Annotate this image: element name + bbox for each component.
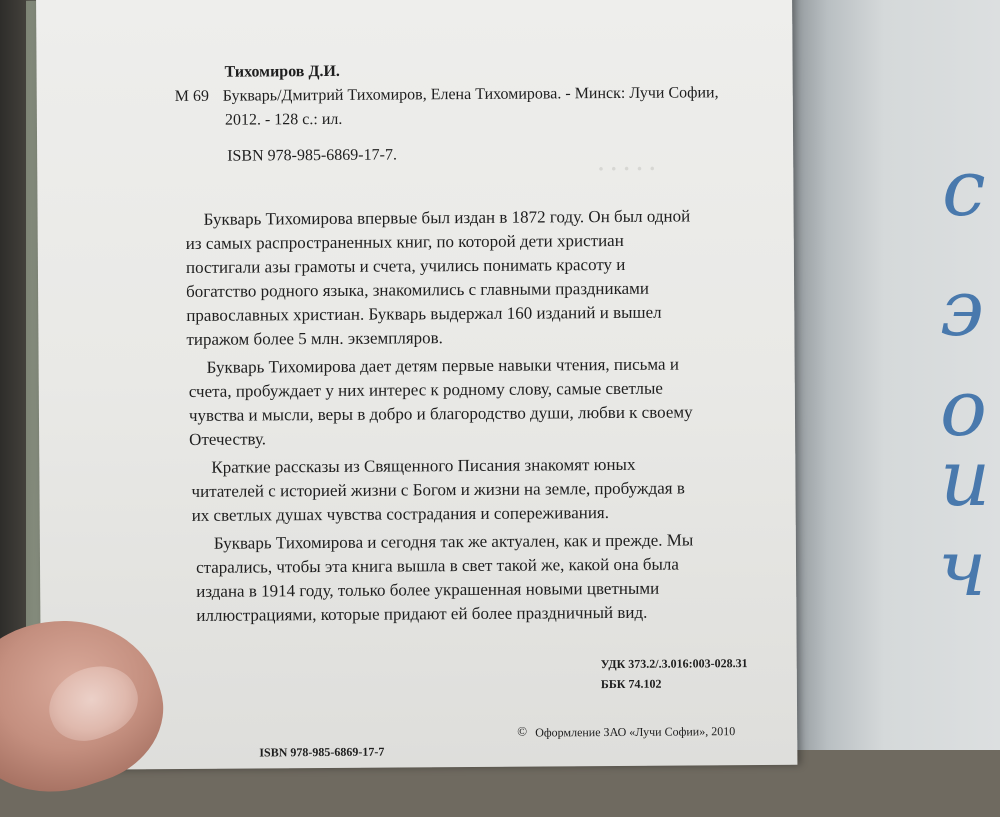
- bibliographic-line-2: 2012. - 128 с.: ил.: [224, 110, 343, 129]
- paragraph-line: Букварь Тихомирова впервые был издан в 1872 году. Он был одной: [203, 206, 691, 229]
- paragraph-line: их светлых душах чувства сострадания и сопереживания.: [191, 503, 610, 525]
- paragraph-line: тиражом более 5 млн. экземпляров.: [186, 328, 443, 349]
- right-facing-page: [790, 0, 1000, 750]
- bibliographic-line-1: Букварь/Дмитрий Тихомиров, Елена Тихомирова. - Минск: Лучи Софии,: [222, 84, 719, 105]
- paragraph-line: богатство родного языка, знакомились с главными праздниками: [186, 278, 650, 301]
- paragraph-line: из самых распространенных книг, по которой дети христиан: [185, 230, 624, 253]
- cursive-letter: и: [940, 434, 991, 524]
- paragraph-line: издана в 1914 году, только более украшенная новыми цветными: [196, 578, 660, 601]
- paragraph-line: православных христиан. Букварь выдержал 160 изданий и вышел: [186, 302, 662, 325]
- paragraph-line: счета, пробуждает у них интерес к родному слову, самые светлые: [188, 378, 663, 401]
- udk-code: УДК 373.2/.3.016:003-028.31: [600, 656, 748, 672]
- paragraph-line: чувства и мысли, веры в добро и благородство души, любви к своему: [188, 402, 693, 425]
- cursive-letter: с: [942, 144, 986, 234]
- book-page: [36, 0, 797, 770]
- cursive-letter: о: [940, 364, 987, 454]
- paragraph-line: Букварь Тихомирова дает детям первые навыки чтения, письма и: [206, 354, 679, 377]
- paragraph-line: постигали азы грамоты и счета, учились понимать красоту и: [185, 254, 626, 277]
- paragraph-line: Краткие рассказы из Священного Писания знакомят юных: [211, 454, 636, 477]
- isbn-footer: ISBN 978-985-6869-17-7: [259, 744, 385, 760]
- paragraph-line: старались, чтобы эта книга вышла в свет такой же, какой она была: [195, 554, 679, 577]
- cursive-letter: э: [940, 264, 984, 354]
- paragraph-line: Букварь Тихомирова и сегодня так же актуален, как и прежде. Мы: [213, 530, 694, 553]
- copyright-text: Оформление ЗАО «Лучи Софии», 2010: [535, 724, 736, 740]
- author-name: Тихомиров Д.И.: [224, 62, 340, 81]
- isbn-header: ISBN 978-985-6869-17-7.: [227, 146, 397, 165]
- paragraph-line: Отечеству.: [189, 429, 267, 449]
- catalog-index: М 69: [174, 87, 210, 106]
- paragraph-line: читателей с историей жизни с Богом и жизни на земле, пробуждая в: [191, 478, 685, 501]
- cursive-letter: ч: [938, 524, 987, 614]
- copyright-symbol: ©: [517, 723, 528, 739]
- bleed-through-text: · · · · ·: [597, 155, 657, 182]
- paragraph-line: иллюстрациями, которые придают ей более праздничный вид.: [196, 602, 648, 625]
- bbk-code: ББК 74.102: [600, 676, 662, 692]
